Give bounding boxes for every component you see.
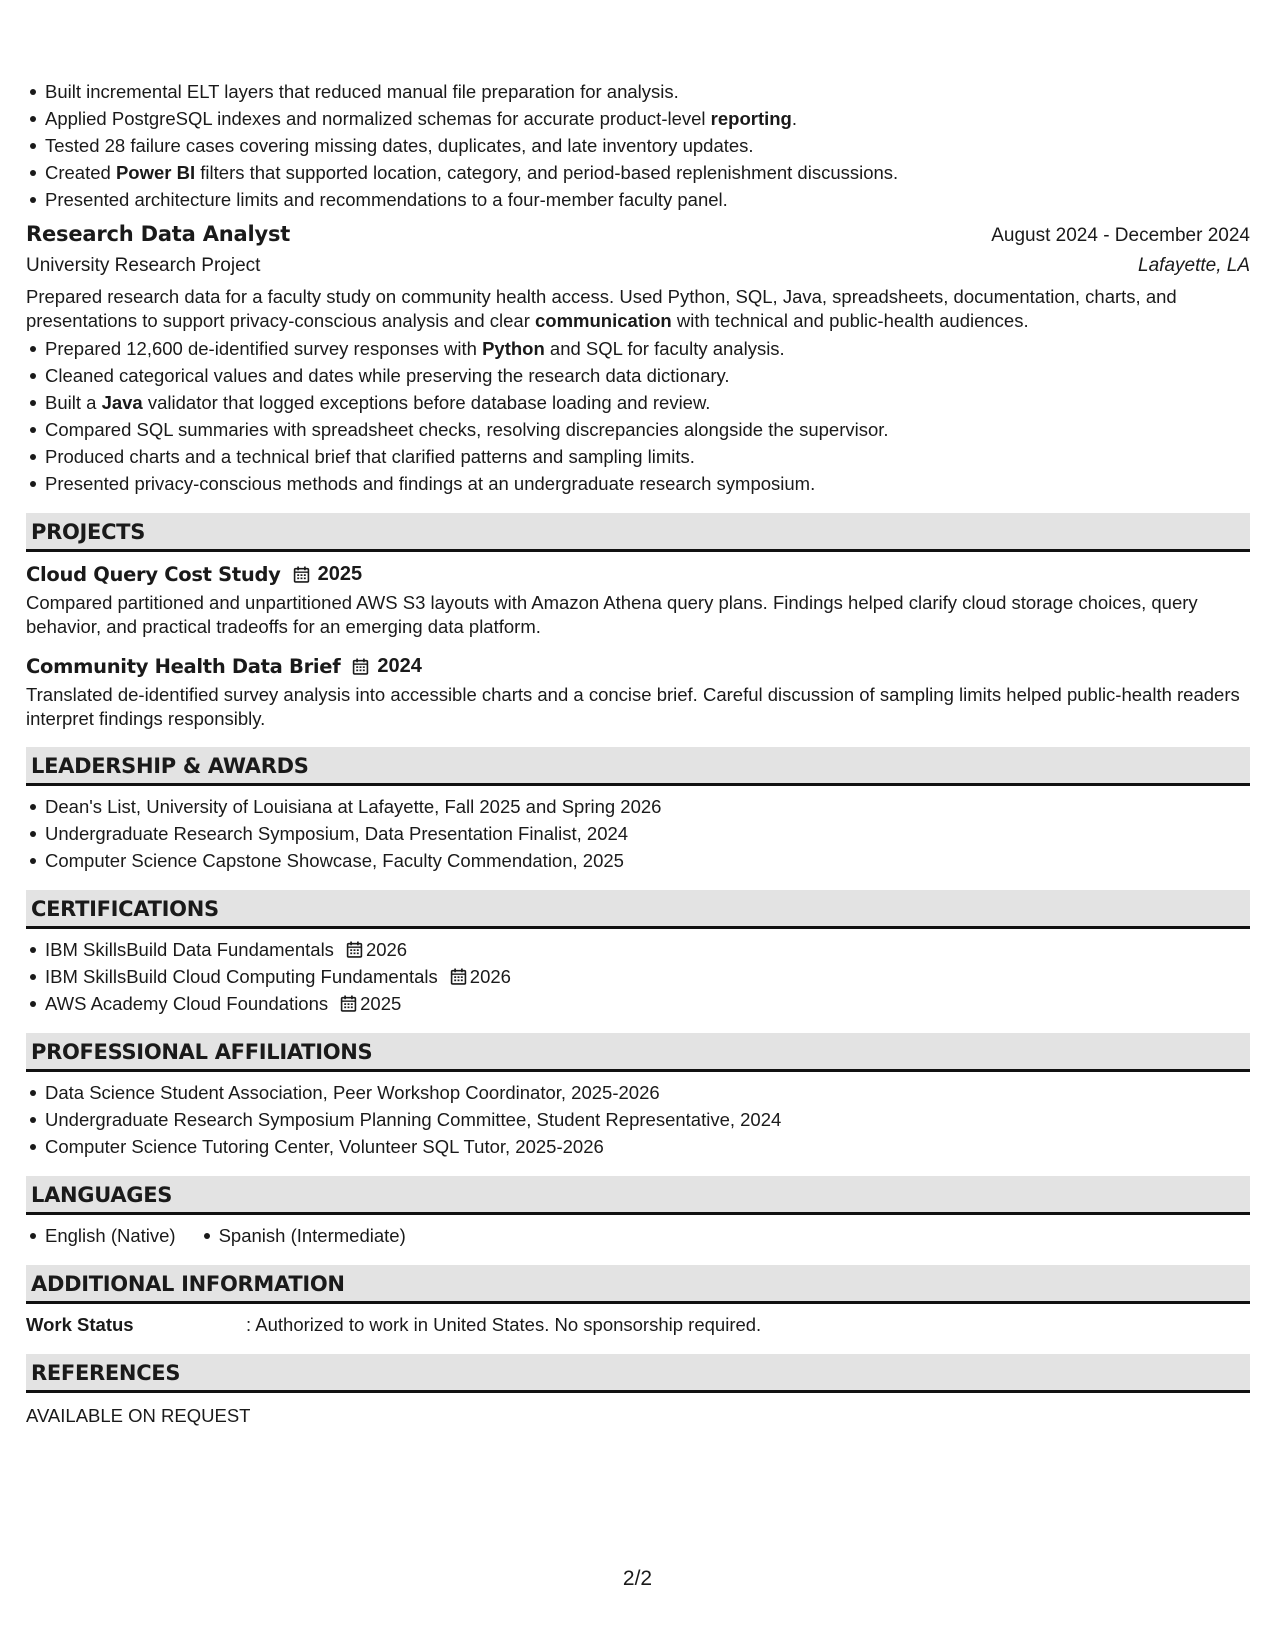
leadership-list (26, 793, 1250, 874)
affiliation-list (26, 1079, 1250, 1160)
list-item (26, 936, 1250, 963)
project-description: Compared partitioned and unpartitioned AWS S3 layouts with Amazon Athena query plans. Findings helped clarify cloud storage choices, query behavior, and practical tradeoffs for an emerging data platform. (26, 592, 1198, 637)
list-item: Built incremental ELT layers that reduced manual file preparation for analysis. (26, 78, 1250, 105)
section-heading-projects: PROJECTS (26, 513, 1250, 552)
work-status-value: : Authorized to work in United States. No sponsorship required. (246, 1314, 762, 1335)
certification-year: 2026 (469, 966, 511, 987)
references-text: AVAILABLE ON REQUEST (26, 1405, 251, 1426)
project-description: Translated de-identified survey analysis into accessible charts and a concise brief. Careful discussion of sampling limits helped public-health readers interpret findings responsibly. (26, 684, 1240, 729)
certification-name: AWS Academy Cloud Foundations (45, 993, 329, 1014)
certification-list (26, 936, 1250, 1017)
work-status-label: Work Status (26, 1314, 134, 1335)
prev-job-bullet-list (26, 78, 1250, 213)
list-item: Data Science Student Association, Peer Workshop Coordinator, 2025-2026 (26, 1079, 1250, 1106)
list-item: Tested 28 failure cases covering missing dates, duplicates, and late inventory updates. (26, 132, 1250, 159)
job-header (26, 221, 1250, 249)
certification-year: 2025 (360, 993, 402, 1014)
list-item (26, 963, 1250, 990)
job-description: Prepared research data for a faculty study on community health access. Used Python, SQL, Java, spreadsheets, documentation, charts, and presentations to support privacy-conscious analysis and clear communication with technical and public-health audiences. (26, 286, 1177, 331)
language-list (26, 1222, 1250, 1249)
calendar-icon (340, 995, 357, 1012)
list-item: Presented architecture limits and recommendations to a four-member faculty panel. (26, 186, 1250, 213)
calendar-icon (352, 658, 369, 675)
project-title: Cloud Query Cost Study (26, 563, 281, 586)
calendar-icon (293, 566, 310, 583)
list-item: Compared SQL summaries with spreadsheet checks, resolving discrepancies alongside the supervisor. (26, 416, 1250, 443)
list-item: Computer Science Tutoring Center, Volunteer SQL Tutor, 2025-2026 (26, 1133, 1250, 1160)
job-organization: University Research Project (26, 255, 261, 276)
list-item: Applied PostgreSQL indexes and normalized schemas for accurate product-level reporting. (26, 105, 1250, 132)
job-subheader (26, 252, 1250, 279)
list-item: English (Native) (26, 1222, 176, 1249)
list-item: Undergraduate Research Symposium, Data Presentation Finalist, 2024 (26, 820, 1250, 847)
page-number: 2/2 (622, 1567, 653, 1590)
project-header (26, 561, 1250, 588)
certification-name: IBM SkillsBuild Data Fundamentals (45, 939, 334, 960)
list-item: Dean's List, University of Louisiana at Lafayette, Fall 2025 and Spring 2026 (26, 793, 1250, 820)
list-item: Created Power BI filters that supported location, category, and period-based replenishment discussions. (26, 159, 1250, 186)
resume-page (26, 78, 1250, 1429)
job-bullet-list (26, 335, 1250, 497)
list-item: Presented privacy-conscious methods and findings at an undergraduate research symposium. (26, 470, 1250, 497)
calendar-icon (346, 941, 363, 958)
work-status-row (26, 1311, 1250, 1338)
section-heading-references: REFERENCES (26, 1354, 1250, 1393)
certification-year: 2026 (365, 939, 408, 960)
section-heading-leadership: LEADERSHIP & AWARDS (26, 747, 1250, 786)
project-title: Community Health Data Brief (26, 655, 341, 678)
section-heading-certifications: CERTIFICATIONS (26, 890, 1250, 929)
job-title: Research Data Analyst (26, 222, 291, 246)
list-item: Built a Java validator that logged exceptions before database loading and review. (26, 389, 1250, 416)
project-header (26, 653, 1250, 680)
list-item: Cleaned categorical values and dates while preserving the research data dictionary. (26, 362, 1250, 389)
section-heading-languages: LANGUAGES (26, 1176, 1250, 1215)
list-item: Prepared 12,600 de-identified survey responses with Python and SQL for faculty analysis. (26, 335, 1250, 362)
list-item (26, 990, 1250, 1017)
list-item: Spanish (Intermediate) (200, 1222, 406, 1249)
certification-name: IBM SkillsBuild Cloud Computing Fundamentals (45, 966, 438, 987)
calendar-icon (450, 968, 467, 985)
section-heading-affiliations: PROFESSIONAL AFFILIATIONS (26, 1033, 1250, 1072)
project-year: 2024 (377, 655, 422, 677)
list-item: Undergraduate Research Symposium Planning Committee, Student Representative, 2024 (26, 1106, 1250, 1133)
project-year: 2025 (317, 563, 363, 585)
list-item: Produced charts and a technical brief that clarified patterns and sampling limits. (26, 443, 1250, 470)
section-heading-additional: ADDITIONAL INFORMATION (26, 1265, 1250, 1304)
job-dates: August 2024 - December 2024 (991, 225, 1250, 246)
job-location: Lafayette, LA (1138, 255, 1250, 276)
list-item: Computer Science Capstone Showcase, Faculty Commendation, 2025 (26, 847, 1250, 874)
